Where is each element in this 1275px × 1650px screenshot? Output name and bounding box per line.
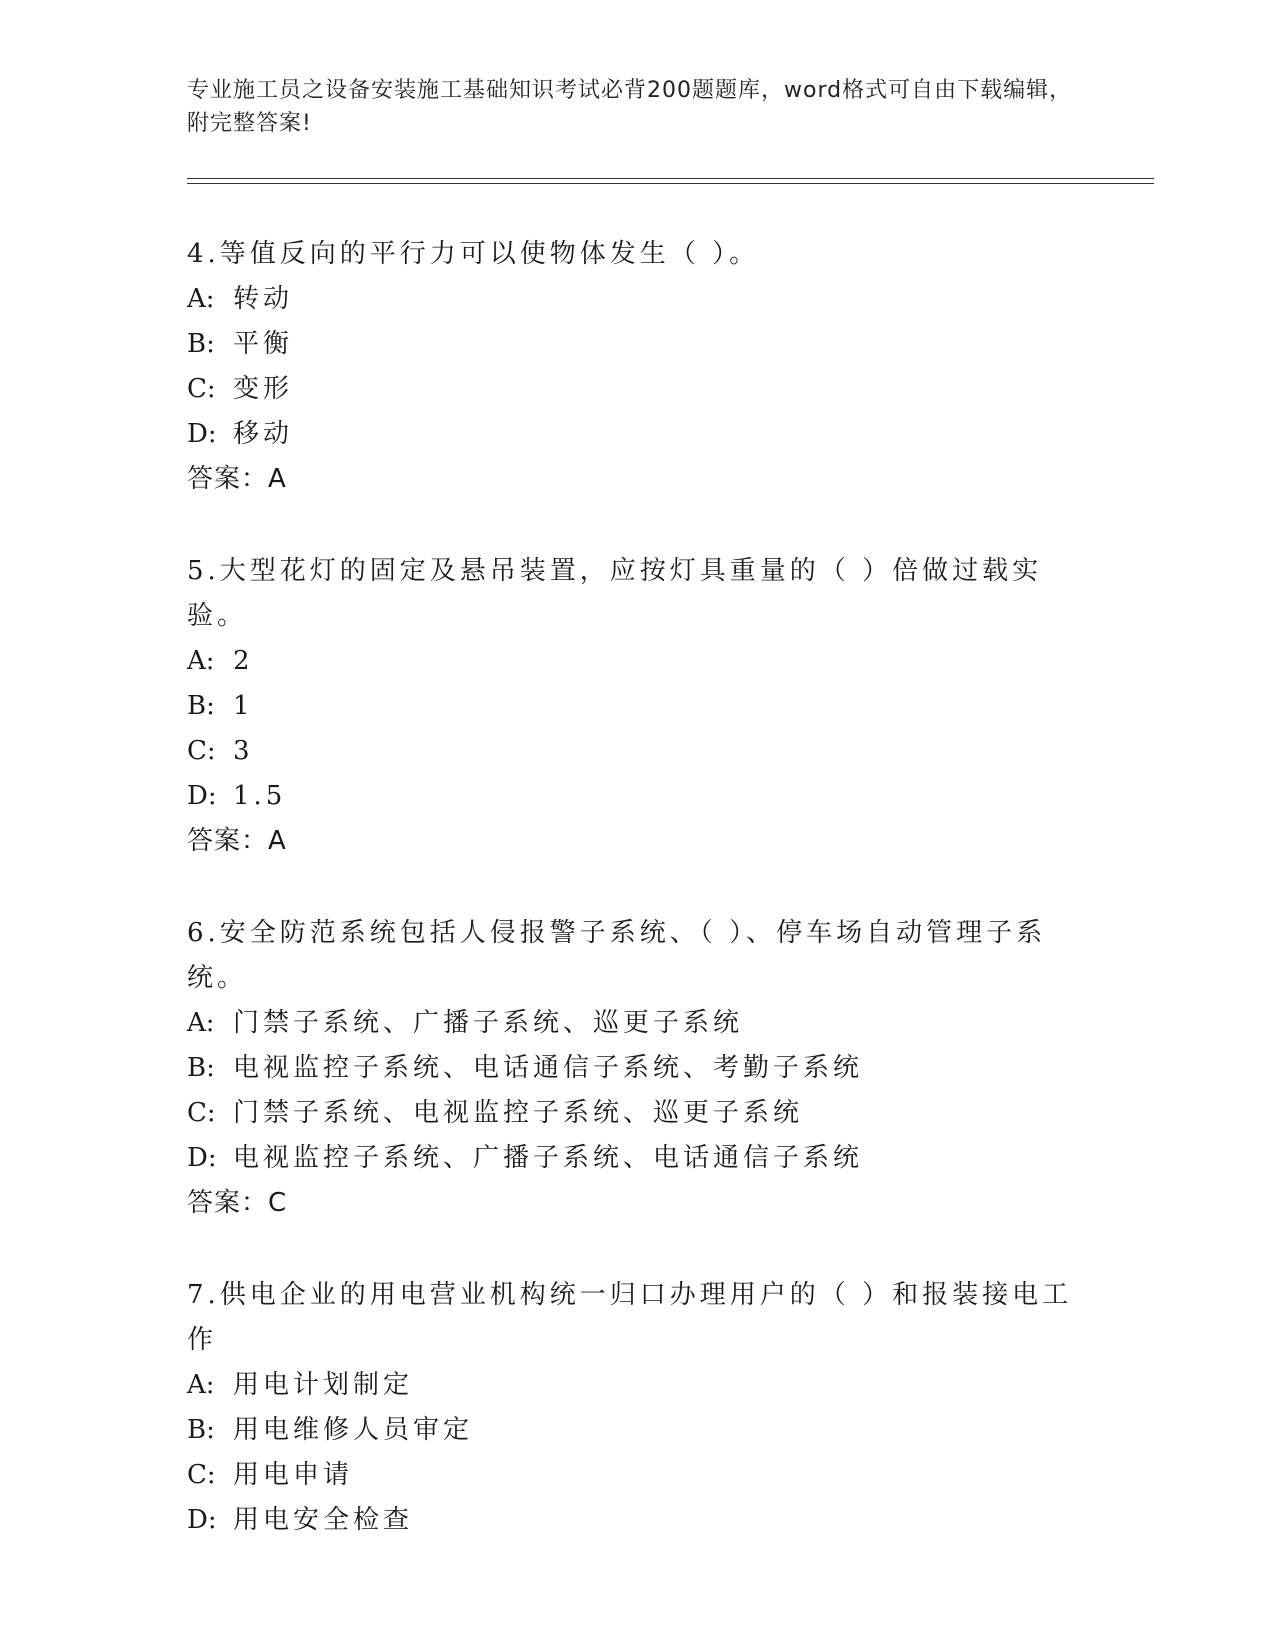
- question-stem: 6.安全防范系统包括人侵报警子系统、（ ）、停车场自动管理子系统。: [187, 918, 1047, 993]
- option-text: 门禁子系统、广播子系统、巡更子系统: [233, 1008, 744, 1038]
- option-d: [187, 774, 1087, 819]
- question-stem: 5.大型花灯的固定及悬吊装置，应按灯具重量的（ ）倍做过载实验。: [187, 556, 1043, 631]
- question-4: [187, 232, 1087, 502]
- option-a: [187, 1001, 1087, 1046]
- question-stem: 7.供电企业的用电营业机构统一归口办理用户的（ ）和报装接电工作: [187, 1280, 1073, 1355]
- option-b: [187, 1046, 1087, 1091]
- question-stem: 4.等值反向的平行力可以使物体发生（ ）。: [187, 239, 760, 269]
- option-c: [187, 367, 1087, 412]
- question-7: [187, 1273, 1087, 1543]
- document-title: 专业施工员之设备安装施工基础知识考试必背200题题库，word格式可自由下载编辑，附完整答案!: [187, 78, 1073, 136]
- option-d: [187, 1136, 1087, 1181]
- option-d: [187, 412, 1087, 457]
- option-label: A:: [187, 1370, 215, 1400]
- option-text: 用电安全检查: [233, 1505, 414, 1535]
- option-label: C:: [187, 374, 216, 404]
- option-text: 转动: [233, 284, 294, 314]
- option-text: 移动: [233, 419, 294, 449]
- option-label: A:: [187, 1008, 215, 1038]
- option-c: [187, 1453, 1087, 1498]
- option-b: [187, 1408, 1087, 1453]
- option-label: A:: [187, 646, 215, 676]
- option-text: 平衡: [233, 329, 294, 359]
- option-d: [187, 1498, 1087, 1543]
- header-divider-bottom: [187, 183, 1154, 184]
- option-label: C:: [187, 1460, 216, 1490]
- answer: 答案：A: [187, 826, 287, 856]
- question-5: [187, 549, 1087, 864]
- answer: 答案：C: [187, 1188, 288, 1218]
- question-list: [187, 232, 1087, 1590]
- option-text: 3: [233, 736, 254, 766]
- header-divider-top: [187, 178, 1154, 179]
- option-label: D:: [187, 1143, 217, 1173]
- option-text: 变形: [233, 374, 294, 404]
- option-a: [187, 639, 1087, 684]
- option-text: 门禁子系统、电视监控子系统、巡更子系统: [233, 1098, 804, 1128]
- option-text: 用电维修人员审定: [233, 1415, 474, 1445]
- option-text: 用电申请: [233, 1460, 354, 1490]
- option-a: [187, 1363, 1087, 1408]
- option-label: A:: [187, 284, 215, 314]
- option-label: D:: [187, 419, 217, 449]
- option-text: 1: [233, 691, 254, 721]
- option-label: B:: [187, 1053, 215, 1083]
- option-label: D:: [187, 781, 217, 811]
- option-text: 电视监控子系统、电话通信子系统、考勤子系统: [233, 1053, 864, 1083]
- question-6: [187, 911, 1087, 1226]
- option-b: [187, 684, 1087, 729]
- option-text: 电视监控子系统、广播子系统、电话通信子系统: [233, 1143, 864, 1173]
- option-a: [187, 277, 1087, 322]
- option-text: 1.5: [233, 781, 287, 811]
- answer: 答案：A: [187, 464, 287, 494]
- option-b: [187, 322, 1087, 367]
- option-label: C:: [187, 736, 216, 766]
- option-label: B:: [187, 1415, 215, 1445]
- option-label: C:: [187, 1098, 216, 1128]
- option-text: 2: [233, 646, 254, 676]
- option-label: B:: [187, 691, 215, 721]
- option-c: [187, 1091, 1087, 1136]
- option-text: 用电计划制定: [233, 1370, 414, 1400]
- option-label: D:: [187, 1505, 217, 1535]
- option-label: B:: [187, 329, 215, 359]
- option-c: [187, 729, 1087, 774]
